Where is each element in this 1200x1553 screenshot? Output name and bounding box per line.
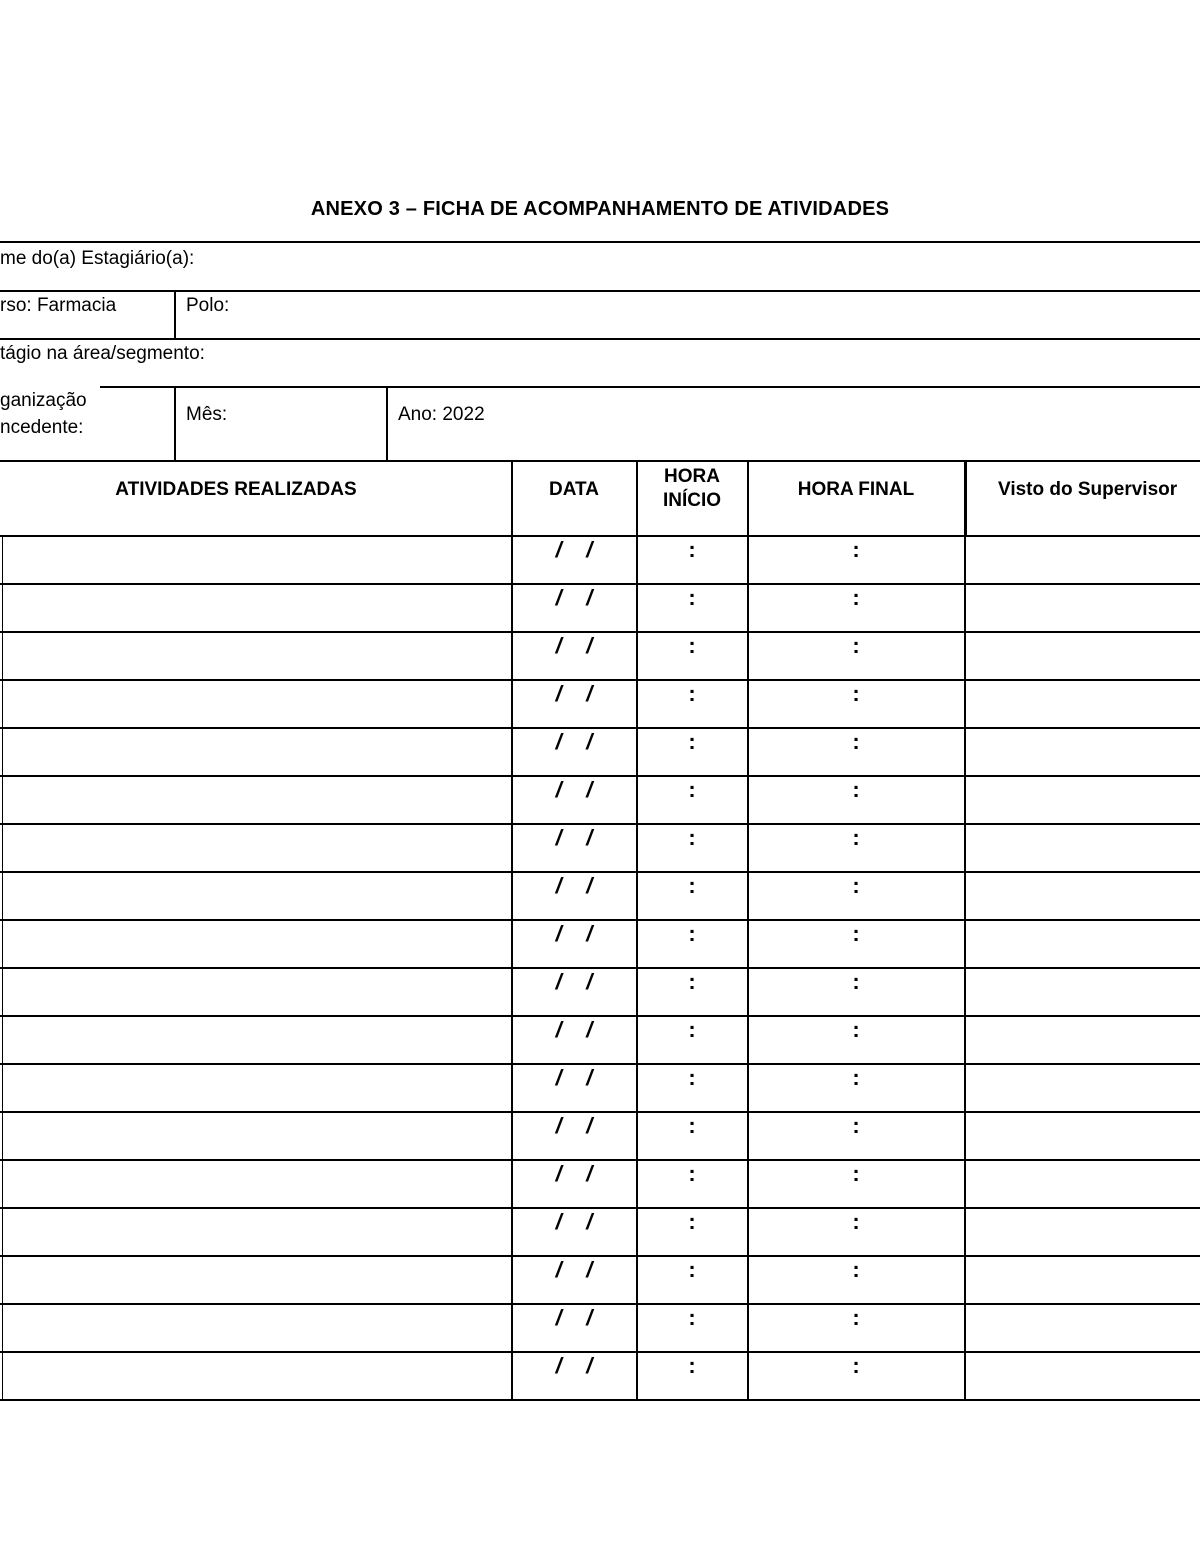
atividade-cell[interactable]: [4, 921, 510, 967]
visto-cell[interactable]: [967, 825, 1200, 871]
divider: [747, 460, 749, 536]
visto-cell[interactable]: [967, 1305, 1200, 1351]
atividade-cell[interactable]: [4, 1305, 510, 1351]
hora-inicio-cell[interactable]: :: [688, 1305, 696, 1330]
divider: [511, 460, 513, 536]
column-divider: [511, 535, 513, 1401]
visto-cell[interactable]: [967, 873, 1200, 919]
hora-final-cell[interactable]: :: [852, 1305, 860, 1330]
header-hora-inicio-line1: HORA: [664, 466, 720, 487]
table-bottom-border: [0, 1399, 1200, 1401]
atividade-cell[interactable]: [4, 969, 510, 1015]
hora-final-cell[interactable]: :: [852, 969, 860, 994]
hora-final-cell[interactable]: :: [852, 777, 860, 802]
hora-inicio-cell[interactable]: :: [688, 1065, 696, 1090]
data-cell[interactable]: / /: [555, 1257, 593, 1282]
atividade-cell[interactable]: [4, 681, 510, 727]
hora-inicio-cell[interactable]: :: [688, 1353, 696, 1378]
hora-final-cell[interactable]: :: [852, 585, 860, 610]
visto-cell[interactable]: [967, 969, 1200, 1015]
hora-final-cell[interactable]: :: [852, 729, 860, 754]
visto-cell[interactable]: [967, 777, 1200, 823]
hora-inicio-cell[interactable]: :: [688, 633, 696, 658]
atividade-cell[interactable]: [4, 537, 510, 583]
hora-inicio-cell[interactable]: :: [688, 585, 696, 610]
divider: [174, 386, 176, 462]
hora-final-cell[interactable]: :: [852, 633, 860, 658]
estagio-label: tágio na área/segmento:: [0, 343, 205, 364]
curso-label: rso: Farmacia: [0, 295, 117, 316]
data-cell[interactable]: / /: [555, 1353, 593, 1378]
header-hora-inicio: [637, 465, 747, 513]
atividade-cell[interactable]: [4, 1257, 510, 1303]
data-cell[interactable]: / /: [555, 729, 593, 754]
hora-final-cell[interactable]: :: [852, 1209, 860, 1234]
hora-inicio-cell[interactable]: :: [688, 537, 696, 562]
atividade-cell[interactable]: [4, 1353, 510, 1399]
hora-final-cell[interactable]: :: [852, 921, 860, 946]
data-cell[interactable]: / /: [555, 1209, 593, 1234]
atividade-cell[interactable]: [4, 729, 510, 775]
data-cell[interactable]: / /: [555, 921, 593, 946]
hora-final-cell[interactable]: :: [852, 1065, 860, 1090]
atividade-cell[interactable]: [4, 1113, 510, 1159]
visto-cell[interactable]: [967, 1353, 1200, 1399]
divider: [964, 460, 967, 536]
column-divider: [747, 535, 749, 1401]
visto-cell[interactable]: [967, 1209, 1200, 1255]
data-cell[interactable]: / /: [555, 1065, 593, 1090]
divider: [0, 290, 1200, 292]
atividade-cell[interactable]: [4, 1065, 510, 1111]
column-divider: [2, 535, 3, 1401]
visto-cell[interactable]: [967, 1017, 1200, 1063]
visto-cell[interactable]: [967, 1161, 1200, 1207]
hora-final-cell[interactable]: :: [852, 1113, 860, 1138]
atividade-cell[interactable]: [4, 1017, 510, 1063]
hora-inicio-cell[interactable]: :: [688, 1017, 696, 1042]
visto-cell[interactable]: [967, 633, 1200, 679]
hora-final-cell[interactable]: :: [852, 1353, 860, 1378]
hora-inicio-cell[interactable]: :: [688, 1161, 696, 1186]
data-cell[interactable]: / /: [555, 537, 593, 562]
visto-cell[interactable]: [967, 729, 1200, 775]
organizacao-label-line1: ganização: [0, 390, 87, 411]
hora-inicio-cell[interactable]: :: [688, 1257, 696, 1282]
visto-cell[interactable]: [967, 921, 1200, 967]
divider: [0, 338, 1200, 340]
header-hora-final: HORA FINAL: [797, 479, 915, 500]
atividade-cell[interactable]: [4, 873, 510, 919]
mes-label: Mês:: [186, 404, 228, 425]
hora-final-cell[interactable]: :: [852, 825, 860, 850]
hora-final-cell[interactable]: :: [852, 1017, 860, 1042]
atividade-cell[interactable]: [4, 585, 510, 631]
hora-final-cell[interactable]: :: [852, 681, 860, 706]
visto-cell[interactable]: [967, 537, 1200, 583]
divider: [0, 241, 1200, 243]
hora-inicio-cell[interactable]: :: [688, 825, 696, 850]
data-cell[interactable]: / /: [555, 1161, 593, 1186]
visto-cell[interactable]: [967, 681, 1200, 727]
divider: [636, 460, 638, 536]
ano-label: Ano: 2022: [398, 404, 485, 425]
atividade-cell[interactable]: [4, 825, 510, 871]
data-cell[interactable]: / /: [555, 777, 593, 802]
visto-cell[interactable]: [967, 1065, 1200, 1111]
hora-inicio-cell[interactable]: :: [688, 1209, 696, 1234]
nome-label: me do(a) Estagiário(a):: [0, 248, 195, 269]
hora-inicio-cell[interactable]: :: [688, 681, 696, 706]
data-cell[interactable]: / /: [555, 681, 593, 706]
column-divider: [964, 535, 966, 1401]
atividade-cell[interactable]: [4, 777, 510, 823]
atividade-cell[interactable]: [4, 1161, 510, 1207]
hora-inicio-cell[interactable]: :: [688, 969, 696, 994]
header-visto: Visto do Supervisor: [998, 479, 1178, 500]
hora-final-cell[interactable]: :: [852, 1161, 860, 1186]
page-title: ANEXO 3 – FICHA DE ACOMPANHAMENTO DE ATIVIDADES: [310, 198, 890, 220]
divider: [0, 460, 1200, 462]
hora-final-cell[interactable]: :: [852, 873, 860, 898]
header-hora-inicio-line2: INÍCIO: [662, 490, 722, 511]
hora-inicio-cell[interactable]: :: [688, 873, 696, 898]
data-cell[interactable]: / /: [555, 633, 593, 658]
hora-final-cell[interactable]: :: [852, 1257, 860, 1282]
header-atividades: ATIVIDADES REALIZADAS: [115, 479, 357, 500]
data-cell[interactable]: / /: [555, 1305, 593, 1330]
data-cell[interactable]: / /: [555, 1017, 593, 1042]
header-data: DATA: [549, 479, 599, 500]
data-cell[interactable]: / /: [555, 969, 593, 994]
polo-label: Polo:: [186, 295, 230, 316]
divider: [100, 386, 1200, 388]
visto-cell[interactable]: [967, 1257, 1200, 1303]
hora-inicio-cell[interactable]: :: [688, 777, 696, 802]
hora-final-cell[interactable]: :: [852, 537, 860, 562]
atividade-cell[interactable]: [4, 633, 510, 679]
data-cell[interactable]: / /: [555, 585, 593, 610]
column-divider: [636, 535, 638, 1401]
data-cell[interactable]: / /: [555, 873, 593, 898]
organizacao-label-line2: ncedente:: [0, 417, 84, 438]
divider: [174, 290, 176, 339]
data-cell[interactable]: / /: [555, 825, 593, 850]
visto-cell[interactable]: [967, 1113, 1200, 1159]
visto-cell[interactable]: [967, 585, 1200, 631]
hora-inicio-cell[interactable]: :: [688, 1113, 696, 1138]
atividade-cell[interactable]: [4, 1209, 510, 1255]
data-cell[interactable]: / /: [555, 1113, 593, 1138]
divider: [386, 386, 388, 462]
hora-inicio-cell[interactable]: :: [688, 729, 696, 754]
hora-inicio-cell[interactable]: :: [688, 921, 696, 946]
